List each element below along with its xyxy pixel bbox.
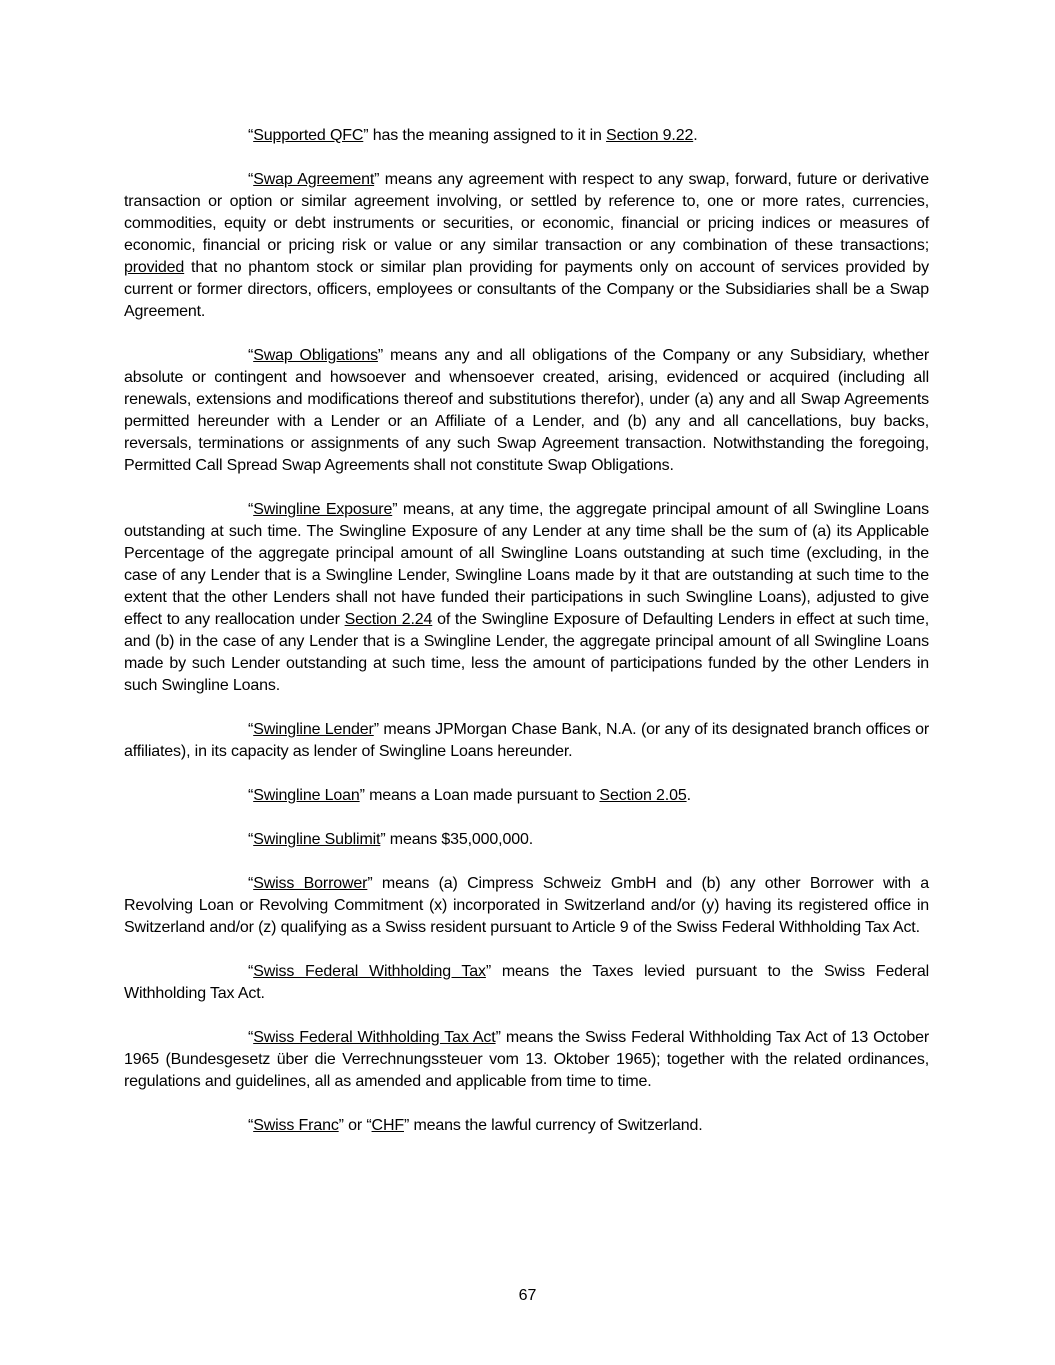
definition-swiss-federal-withholding-tax-act [124, 1027, 929, 1093]
page-number: 67 [518, 1287, 537, 1304]
defined-term: Swap Obligations [253, 347, 378, 364]
defined-term: Section 2.24 [344, 611, 433, 628]
definition-text: ” means any and all obligations of the Company or any Subsidiary, whether absolute or contingent and howsoever and whensoever created, arising, evidenced or acquired (including all renewals, extensions and modifications thereof and substitutions therefor), under (a) any and all Swap Agreements permitted hereunder with a Lender or an Affiliate of a Lender, and (b) any and all cancellations, buy backs, reversals, terminations or assignments of any such Swap Agreement transaction. Notwithstanding the foregoing, Permitted Call Spread Swap Agreements shall not constitute Swap Obligations. [124, 347, 929, 474]
definition-text: “ [248, 831, 254, 848]
definition-swingline-loan [124, 785, 929, 807]
definition-swiss-borrower [124, 873, 929, 939]
definition-text: “ [248, 721, 254, 738]
definition-text: ” means JPMorgan Chase Bank, N.A. (or any of its designated branch offices or affiliates), in its capacity as lender of Swingline Loans hereunder. [124, 721, 929, 760]
defined-term: Section 2.05 [599, 787, 687, 804]
defined-term: Swiss Franc [253, 1117, 339, 1134]
defined-term: Swiss Borrower [253, 875, 368, 892]
defined-term: CHF [371, 1117, 404, 1134]
defined-term: Swap Agreement [253, 171, 375, 188]
defined-term: Swingline Exposure [253, 501, 393, 518]
definitions-body [124, 125, 929, 1159]
definition-text: “ [248, 1117, 254, 1134]
definition-text: “ [248, 501, 254, 518]
definition-swap-agreement [124, 169, 929, 323]
definition-text: that no phantom stock or similar plan providing for payments only on account of services provided by current or former directors, officers, employees or consultants of the Company or the Subsidiaries shall be a Swap Agreement. [124, 259, 929, 320]
definition-text: of the Swingline Exposure of Defaulting Lenders in effect at such time, and (b) in the case of any Lender that is a Swingline Lender, the aggregate principal amount of all Swingline Loans made by such Lender outstanding at such time, less the amount of participations funded by the other Lenders in such Swingline Loans. [124, 611, 929, 694]
definition-text: ” means $35,000,000. [380, 831, 533, 848]
definition-text: “ [248, 1029, 254, 1046]
defined-term: Swiss Federal Withholding Tax [253, 963, 486, 980]
definition-text: ” or “ [338, 1117, 372, 1134]
defined-term: Supported QFC [253, 127, 364, 144]
definition-swingline-sublimit [124, 829, 929, 851]
definition-swingline-lender [124, 719, 929, 763]
definition-text: ” means the lawful currency of Switzerland. [403, 1117, 703, 1134]
definition-text: ” has the meaning assigned to it in [363, 127, 607, 144]
definition-text: ” means, at any time, the aggregate principal amount of all Swingline Loans outstanding at such time. The Swingline Exposure of any Lender at any time shall be the sum of (a) its Applicable Percentage of the aggregate principal amount of all Swingline Loans outstanding at such time (excluding, in the case of any Lender that is a Swingline Lender, Swingline Loans made by it that are outstanding at such time to the extent that the other Lenders shall not have funded their participations in such Swingline Loans), adjusted to give effect to any reallocation under [124, 501, 929, 628]
definition-text: ” means the Taxes levied pursuant to the Swiss Federal Withholding Tax Act. [124, 963, 929, 1002]
defined-term: Swiss Federal Withholding Tax Act [253, 1029, 496, 1046]
definition-text: “ [248, 171, 254, 188]
definition-swap-obligations [124, 345, 929, 477]
definition-swingline-exposure [124, 499, 929, 697]
definition-text: “ [248, 963, 254, 980]
definition-text: ” means (a) Cimpress Schweiz GmbH and (b) any other Borrower with a Revolving Loan or Revolving Commitment (x) incorporated in Switzerland and/or (y) having its registered office in Switzerland and/or (z) qualifying as a Swiss resident pursuant to Article 9 of the Swiss Federal Withholding Tax Act. [124, 875, 929, 936]
defined-term: Swingline Loan [253, 787, 360, 804]
defined-term: Section 9.22 [606, 127, 694, 144]
definition-swiss-franc [124, 1115, 929, 1137]
definition-text: ” means any agreement with respect to any swap, forward, future or derivative transaction or option or similar agreement involving, or settled by reference to, one or more rates, currencies, commodities, equity or debt instruments or securities, or economic, financial or pricing indices or measures of economic, financial or pricing risk or value or any similar transaction or any combination of these transactions; [124, 171, 929, 254]
definition-text: . [693, 127, 698, 144]
defined-term: Swingline Sublimit [253, 831, 381, 848]
definition-text: ” means the Swiss Federal Withholding Tax Act of 13 October 1965 (Bundesgesetz über die Verrechnungssteuer vom 13. Oktober 1965); together with the related ordinances, regulations and guidelines, all as amended and applicable from time to time. [124, 1029, 929, 1090]
definition-text: “ [248, 787, 254, 804]
definition-text: ” means a Loan made pursuant to [359, 787, 600, 804]
definition-text: “ [248, 347, 254, 364]
definition-text: “ [248, 127, 254, 144]
defined-term: provided [124, 259, 185, 276]
definition-text: “ [248, 875, 254, 892]
definition-swiss-federal-withholding-tax [124, 961, 929, 1005]
definition-text: . [686, 787, 691, 804]
defined-term: Swingline Lender [253, 721, 374, 738]
definition-supported-qfc [124, 125, 929, 147]
